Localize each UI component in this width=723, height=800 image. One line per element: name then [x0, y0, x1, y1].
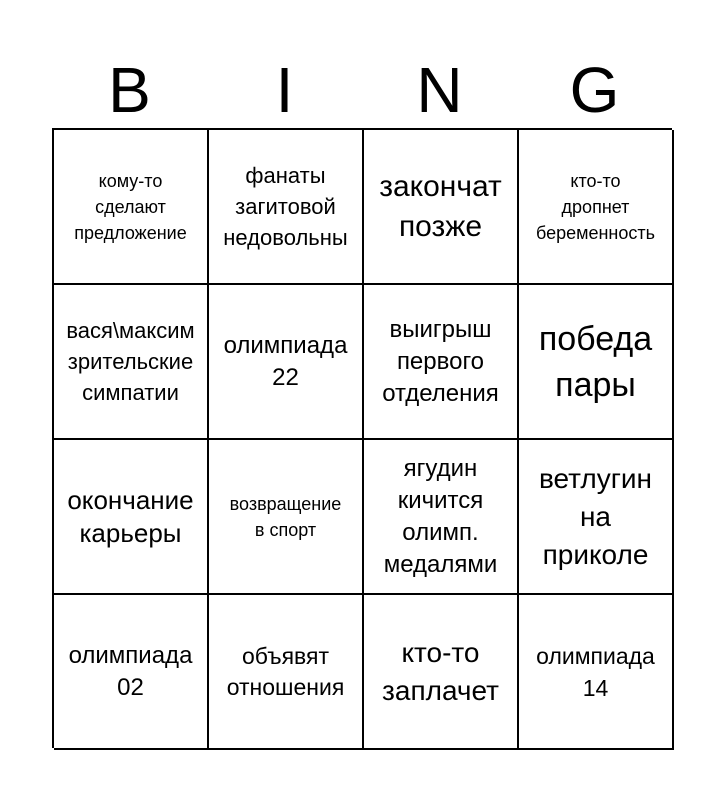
cell-text: победа пары — [538, 319, 653, 404]
bingo-cell-4[interactable] — [519, 130, 674, 285]
bingo-cell-5[interactable] — [54, 285, 209, 440]
bingo-cell-16[interactable] — [519, 595, 674, 750]
cell-text: ягудин кичится олимп. медалями — [383, 454, 498, 578]
cell-text: олимпиада 02 — [68, 641, 193, 701]
bingo-cell-10[interactable] — [209, 440, 364, 595]
cell-text: объявят отношения — [226, 642, 345, 700]
cell-text: закончат позже — [379, 169, 502, 243]
bingo-cell-2[interactable] — [209, 130, 364, 285]
cell-text: окончание карьеры — [67, 484, 194, 548]
bingo-cell-6[interactable] — [209, 285, 364, 440]
bingo-cell-15[interactable] — [364, 595, 519, 750]
bingo-cell-3[interactable] — [364, 130, 519, 285]
header-letter-b: B — [108, 54, 151, 126]
cell-text: кто-то дропнет беременность — [535, 170, 656, 243]
bingo-cell-1[interactable] — [54, 130, 209, 285]
cell-text: фанаты загитовой недовольны — [223, 163, 348, 250]
cell-text: олимпиада 14 — [536, 642, 655, 701]
bingo-cell-9[interactable] — [54, 440, 209, 595]
cell-text: вася\максим зрительские симпатии — [66, 318, 195, 405]
bingo-cell-8[interactable] — [519, 285, 674, 440]
bingo-header — [52, 52, 672, 128]
header-letter-i: I — [275, 54, 294, 126]
cell-text: олимпиада 22 — [223, 331, 348, 391]
cell-text: кому-то сделают предложение — [74, 170, 187, 243]
bingo-cell-11[interactable] — [364, 440, 519, 595]
cell-text: ветлугин на приколе — [538, 462, 653, 570]
bingo-cell-13[interactable] — [54, 595, 209, 750]
bingo-grid — [52, 128, 672, 748]
bingo-cell-14[interactable] — [209, 595, 364, 750]
bingo-cell-7[interactable] — [364, 285, 519, 440]
cell-text: возвращение в спорт — [229, 493, 342, 540]
bingo-cell-12[interactable] — [519, 440, 674, 595]
cell-text: выигрыш первого отделения — [382, 315, 499, 407]
header-letter-g: G — [569, 54, 620, 126]
header-letter-n: N — [416, 54, 463, 126]
cell-text: кто-то заплачет — [382, 636, 499, 706]
